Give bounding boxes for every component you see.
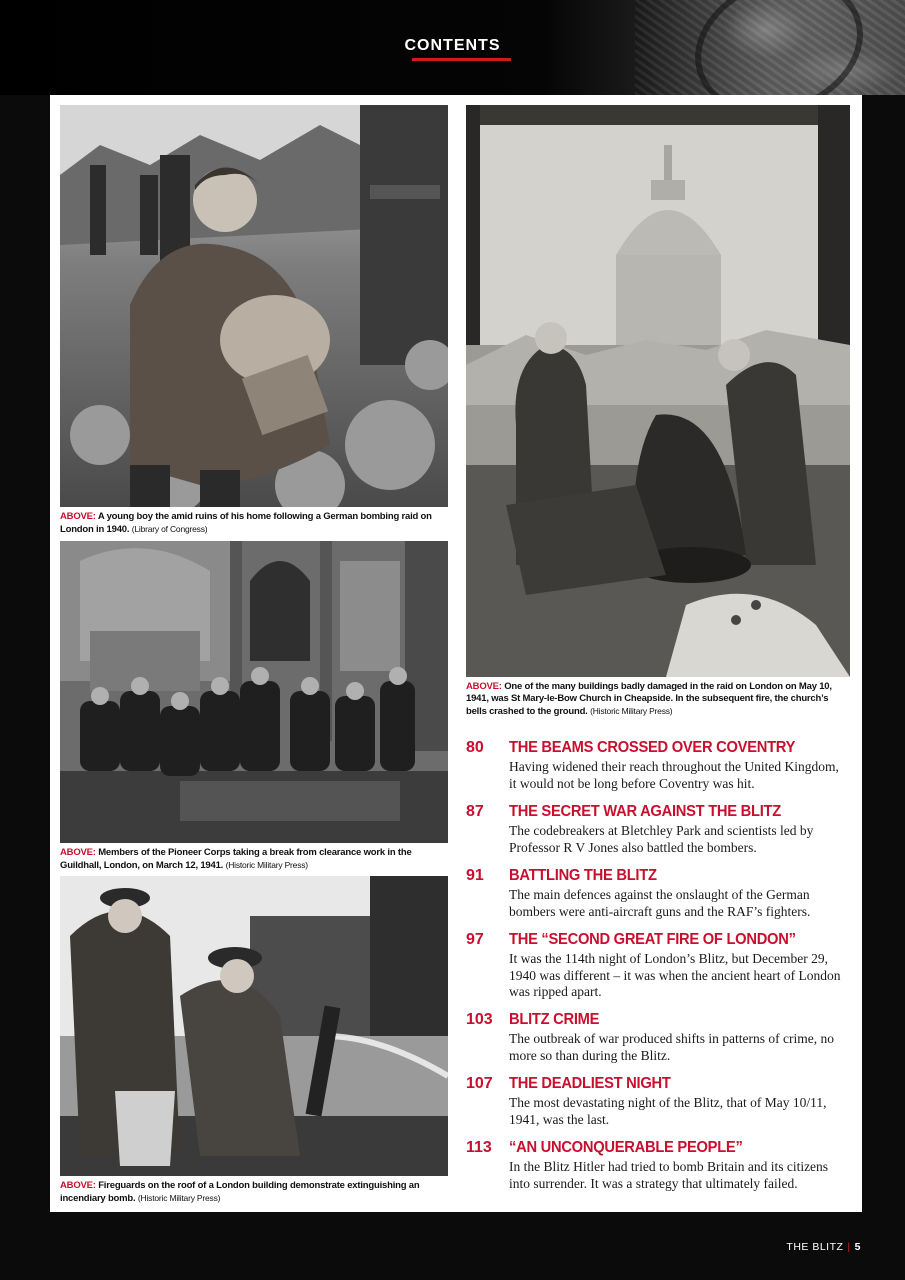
entry-title[interactable]: THE “SECOND GREAT FIRE OF LONDON” [509,931,796,948]
entry-page-number: 87 [466,803,484,820]
entry-title[interactable]: THE DEADLIEST NIGHT [509,1075,671,1092]
photo-boy-in-ruins [60,105,448,507]
title-underline [412,58,511,61]
page-number: 5 [854,1241,861,1253]
photo-church-bell [466,105,850,677]
entry-description: The most devastating night of the Blitz, that of May 10/11, 1941, was the last. [509,1095,827,1127]
entry-page-number: 113 [466,1139,492,1156]
entry-page-number: 103 [466,1011,493,1028]
entry-page-number: 80 [466,739,484,756]
entry-description: It was the 114th night of London’s Blitz, but December 29, 1940 was different – it was when the ancient heart of London was ripped apart. [509,951,841,999]
page-footer [786,1241,861,1253]
footer-separator: | [847,1241,851,1253]
entry-description: The codebreakers at Bletchley Park and scientists led by Professor R V Jones also battled the bombers. [509,823,814,855]
entry-description: Having widened their reach throughout the United Kingdom, it would not be long before Coventry was hit. [509,759,839,791]
entry-title[interactable]: “AN UNCONQUERABLE PEOPLE” [509,1139,743,1156]
photo-caption: ABOVE: Fireguards on the roof of a London building demonstrate extinguishing an incendiary bomb. (Historic Military Press) [60,1180,420,1204]
entry-title[interactable]: BLITZ CRIME [509,1011,600,1028]
entry-page-number: 91 [466,867,484,884]
photo-fireguards [60,876,448,1176]
page-title: CONTENTS [404,37,501,54]
magazine-name: THE BLITZ [786,1241,844,1253]
entry-title[interactable]: THE SECRET WAR AGAINST THE BLITZ [509,803,781,820]
entry-title[interactable]: THE BEAMS CROSSED OVER COVENTRY [509,739,796,756]
photo-pioneer-corps [60,541,448,843]
entry-description: In the Blitz Hitler had tried to bomb Britain and its citizens into surrender. It was a strategy that ultimately failed. [509,1159,829,1191]
entry-title[interactable]: BATTLING THE BLITZ [509,867,657,884]
photo-caption: ABOVE: A young boy the amid ruins of his home following a German bombing raid on London in 1940. (Library of Congress) [60,511,432,535]
entry-page-number: 107 [466,1075,493,1092]
entry-page-number: 97 [466,931,484,948]
photo-caption: ABOVE: One of the many buildings badly damaged in the raid on London on May 10, 1941, was St Mary-le-Bow Church in Cheapside. In the subsequent fire, the church’s bells crashed to the ground. (Historic Military Press) [466,681,832,717]
entry-description: The outbreak of war produced shifts in patterns of crime, no more so than during the Blitz. [509,1031,835,1063]
photo-caption: ABOVE: Members of the Pioneer Corps taking a break from clearance work in the Guildhall, London, on March 12, 1941. (Historic Military Press) [60,847,412,871]
entry-description: The main defences against the onslaught of the German bombers were anti-aircraft guns and the RAF’s fighters. [509,887,811,919]
